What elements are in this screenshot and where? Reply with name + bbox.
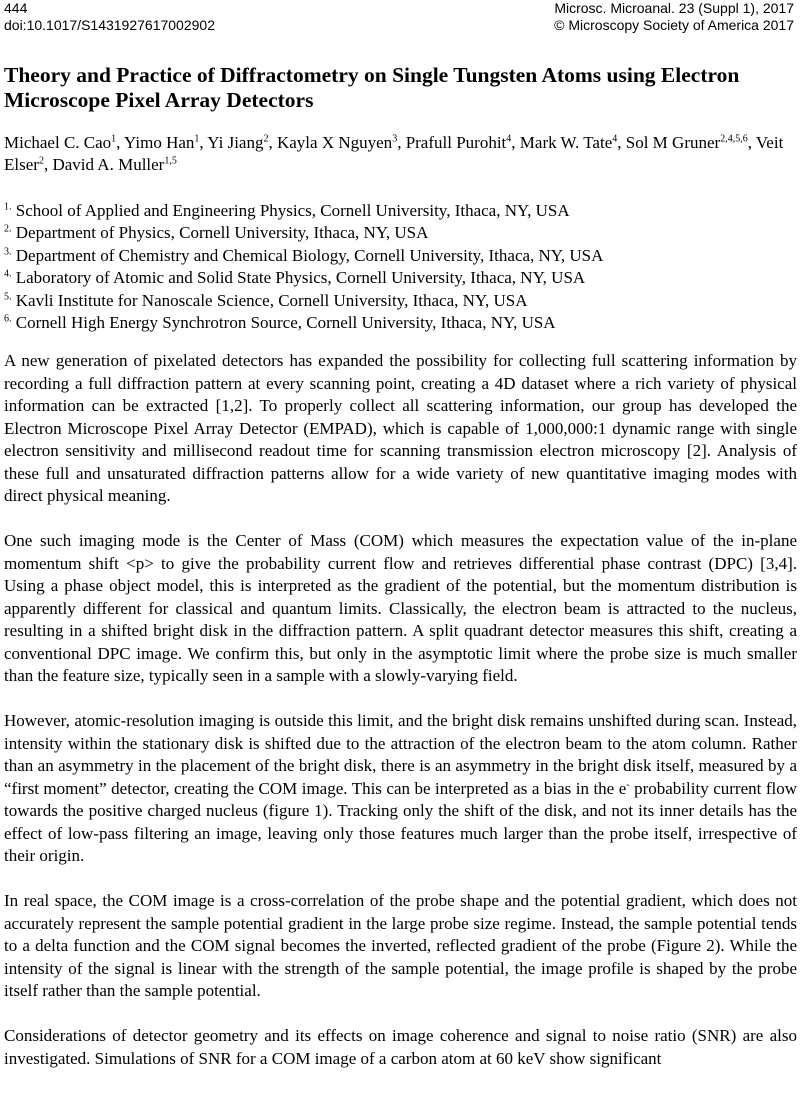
author: Yi Jiang$^2$,: [207, 133, 277, 152]
author: Kayla X Nguyen$^3$,: [276, 133, 406, 152]
affiliation: $^{2.}$ Department of Physics, Cornell University, Ithaca, NY, USA: [4, 223, 429, 243]
copyright: © Microscopy Society of America 2017: [554, 17, 794, 33]
author: Veit Elser$^2$,: [4, 133, 784, 174]
affiliation: $^{6.}$ Cornell High Energy Synchrotron Source, Cornell University, Ithaca, NY, USA: [4, 313, 556, 333]
author: Prafull Purohit$^4$,: [405, 133, 520, 152]
paper-title: Theory and Practice of Diffractometry on Single Tungsten Atoms using Electron Microscope Pixel Array Detectors: [4, 63, 740, 112]
page-number: 444: [4, 0, 28, 16]
paragraph: Considerations of detector geometry and its effects on image coherence and signal to noise ratio (SNR) are also investigated. Simulations of SNR for a COM image of a carbon atom at 60 keV show significant: [4, 1026, 797, 1068]
affiliation: $^{3.}$ Department of Chemistry and Chemical Biology, Cornell University, Ithaca, NY, USA: [4, 245, 604, 265]
header-left: [4, 0, 215, 34]
author: David A. Muller$^{1,5}$: [52, 155, 177, 174]
author: Sol M Gruner$^{2,4,5,6}$,: [625, 133, 756, 152]
doi: doi:10.1017/S1431927617002902: [4, 17, 215, 33]
affiliation: $^{4.}$ Laboratory of Atomic and Solid State Physics, Cornell University, Ithaca, NY, USA: [4, 268, 586, 288]
paragraph: One such imaging mode is the Center of Mass (COM) which measures the expectation value of the in-plane momentum shift <p> to give the probability current flow and retrieves differential phase contrast (DPC) [3,4]. Using a phase object model, this is interpreted as the gradient of the potential, but the momentum distribution is apparently different for classical and quantum limits. Classically, the electron beam is attracted to the nucleus, resulting in a shifted bright disk in the diffraction pattern. A split quadrant detector measures this shift, creating a conventional DPC image. We confirm this, but only in the asymptotic limit where the probe size is much smaller than the feature size, typically seen in a sample with a slowly-varying field.: [4, 531, 797, 685]
paragraph: In real space, the COM image is a cross-correlation of the probe shape and the potential gradient, which does not accurately represent the sample potential gradient in the large probe size regime. Instead, the sample potential tends to a delta function and the COM signal becomes the inverted, reflected gradient of the probe (Figure 2). While the intensity of the signal is linear with the strength of the sample potential, the image profile is shaped by the probe itself rather than the sample potential.: [4, 891, 797, 1000]
author: Yimo Han$^1$,: [124, 133, 208, 152]
header-right: [554, 0, 794, 34]
paragraph: However, atomic-resolution imaging is outside this limit, and the bright disk remains unshifted during scan. Instead, intensity within the stationary disk is shifted due to the attraction of the electron beam to the atom column. Rather than an asymmetry in the placement of the bright disk, there is an asymmetry in the bright disk itself, measured by a “first moment” detector, creating the COM image. This can be interpreted as a bias in the e- probability current flow towards the positive charged nucleus (figure 1). Tracking only the shift of the disk, and not its inner details has the effect of low-pass filtering an image, leaving only those features much larger than the probe itself, irrespective of their origin.: [4, 711, 797, 865]
affiliation: $^{1.}$ School of Applied and Engineering Physics, Cornell University, Ithaca, NY, USA: [4, 201, 570, 220]
affiliation: $^{5.}$ Kavli Institute for Nanoscale Science, Cornell University, Ithaca, NY, USA: [4, 290, 528, 310]
paragraph: A new generation of pixelated detectors has expanded the possibility for collecting full scattering information by recording a full diffraction pattern at every scanning point, creating a 4D dataset where a rich variety of physical information can be extracted [1,2]. To properly collect all scattering information, our group has developed the Electron Microscope Pixel Array Detector (EMPAD), which is capable of 1,000,000:1 dynamic range with single electron sensitivity and millisecond readout time for scanning transmission electron microscopy [2]. Analysis of these full and unsaturated diffraction patterns allow for a wide variety of new quantitative imaging modes with direct physical meaning.: [4, 351, 797, 505]
affiliation-list: [4, 200, 794, 334]
author-list: [4, 132, 794, 176]
author: Michael C. Cao$^1$,: [4, 133, 125, 152]
journal-citation: Microsc. Microanal. 23 (Suppl 1), 2017: [554, 0, 794, 16]
abstract-body: [4, 350, 797, 1093]
author: Mark W. Tate$^4$,: [519, 133, 626, 152]
